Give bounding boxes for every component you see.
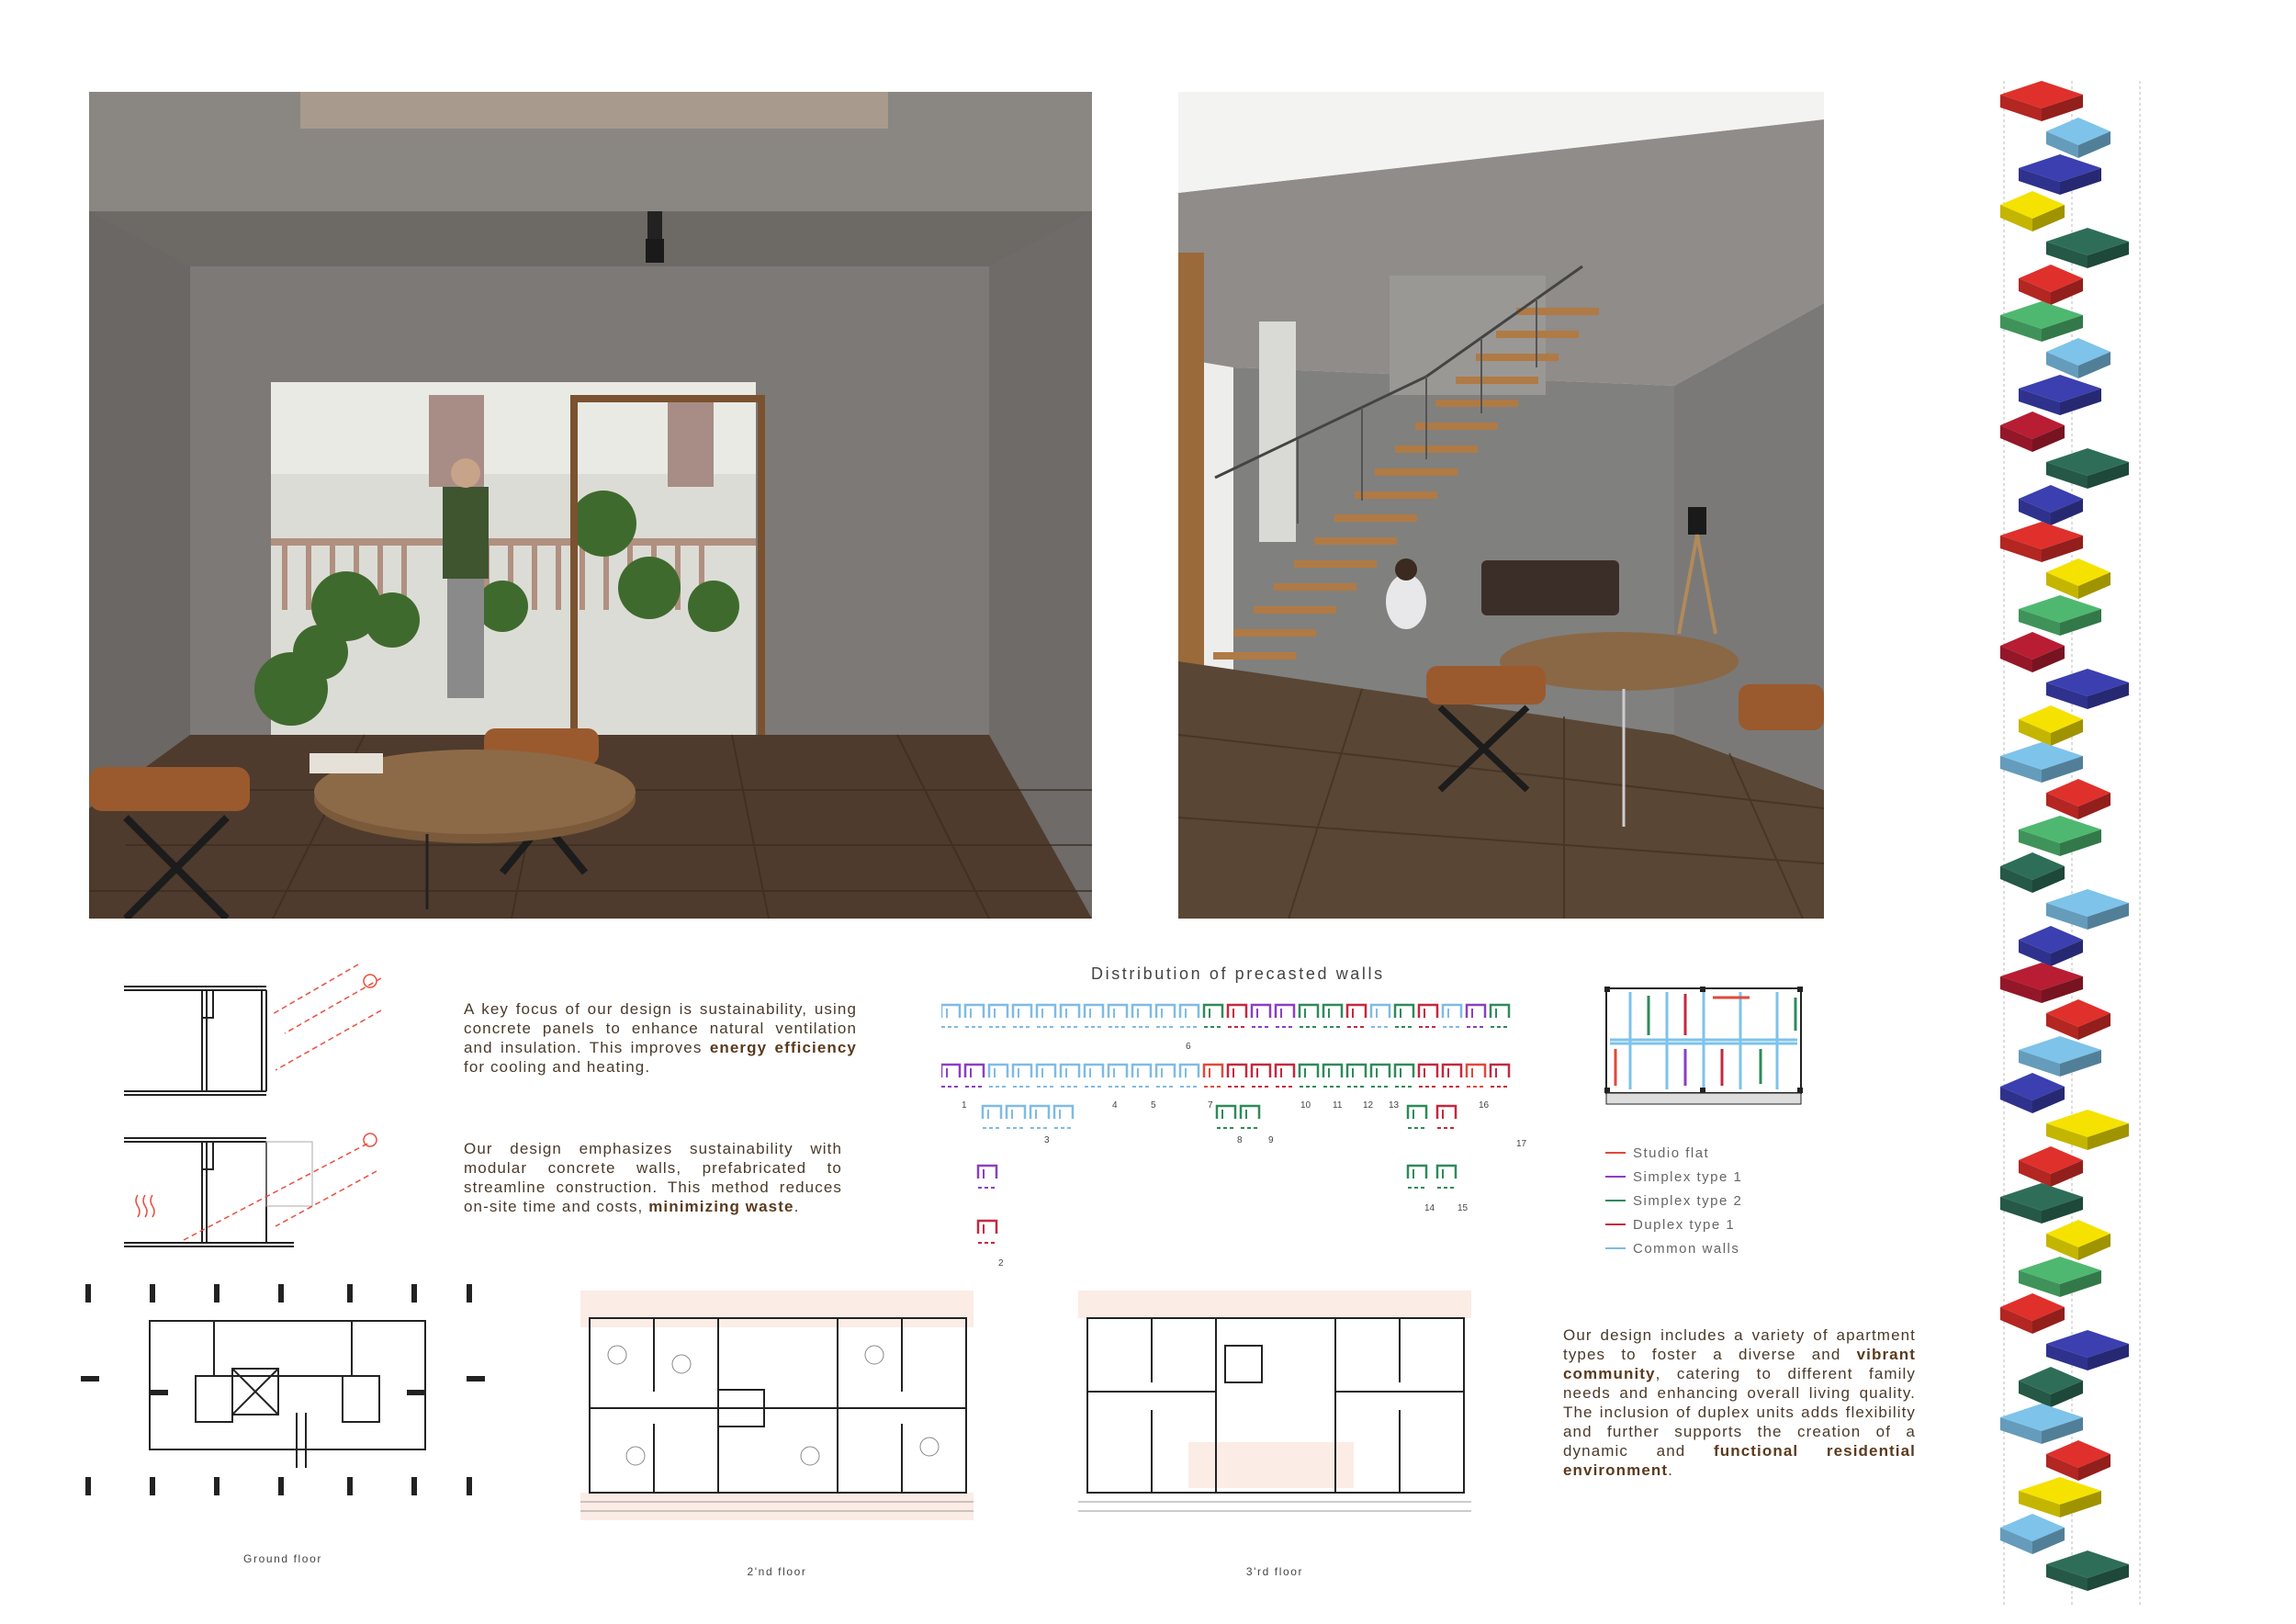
key-plan: [1603, 985, 1805, 1113]
apartment-module: [2000, 191, 2065, 231]
precast-wall-module: [1437, 1106, 1456, 1128]
apartment-module: [2046, 889, 2129, 930]
community-text-end: .: [1668, 1461, 1673, 1479]
heat-icon: [136, 1195, 154, 1217]
apartment-module: [2046, 338, 2110, 378]
apartment-module: [2019, 595, 2101, 636]
precast-wall-module: [1228, 1065, 1246, 1087]
wall-number-7: 7: [1208, 1100, 1213, 1111]
apartment-module: [2019, 154, 2101, 195]
section-detail-insulation: [110, 1116, 404, 1263]
sun-icon: [364, 975, 377, 987]
community-text: Our design includes a variety of apartment types to foster a diverse and: [1563, 1326, 1916, 1363]
wall-number-10: 10: [1300, 1100, 1311, 1111]
section-detail-ventilation: [110, 955, 404, 1102]
precast-wall-module: [1241, 1106, 1259, 1128]
apartment-module: [2000, 852, 2065, 893]
apartment-module: [2046, 669, 2129, 709]
apartment-module: [2046, 1220, 2110, 1260]
precast-wall-module: [1371, 1065, 1390, 1087]
sustainability-highlight: energy efficiency: [709, 1039, 857, 1056]
legend-item-studio: [1605, 1141, 1844, 1165]
precast-wall-module: [1300, 1005, 1318, 1027]
precast-wall-module: [978, 1166, 996, 1188]
wall-number-2: 2: [998, 1258, 1004, 1269]
legend-item-simplex-2: [1605, 1189, 1844, 1212]
precast-wall-module: [1180, 1065, 1199, 1087]
apartment-module: [2046, 448, 2129, 489]
wall-number-14: 14: [1424, 1203, 1435, 1213]
apartment-module: [2046, 1110, 2129, 1150]
wall-number-16: 16: [1479, 1100, 1490, 1111]
wall-number-1: 1: [962, 1100, 967, 1111]
wall-number-11: 11: [1333, 1100, 1343, 1111]
modular-highlight: minimizing waste: [648, 1198, 794, 1215]
precast-wall-module: [1132, 1005, 1151, 1027]
apartment-module: [2000, 1183, 2083, 1224]
precast-wall-module: [941, 1065, 960, 1087]
precast-wall-module: [989, 1065, 1007, 1087]
precast-wall-module: [1408, 1106, 1426, 1128]
wall-number-4: 4: [1112, 1100, 1118, 1111]
precast-wall-module: [1030, 1106, 1049, 1128]
modular-paragraph: [464, 1139, 842, 1216]
legend-item-common: [1605, 1236, 1844, 1260]
apartment-module: [2019, 926, 2083, 966]
precast-wall-module: [1323, 1065, 1342, 1087]
precast-wall-module: [1467, 1065, 1485, 1087]
precast-wall-module: [1437, 1166, 1456, 1188]
modular-text: Our design emphasizes sustainability with modular concrete walls, prefabricated to streamline construction. This method reduces on-site time and costs,: [464, 1140, 842, 1215]
precast-wall-module: [1156, 1005, 1175, 1027]
render-staircase-room: [1178, 92, 1824, 919]
modular-unit-stack: [1991, 81, 2153, 1606]
precast-wall-module: [1061, 1005, 1079, 1027]
precast-wall-module: [1491, 1005, 1509, 1027]
apartment-module: [2000, 632, 2065, 672]
precast-wall-module: [1408, 1166, 1426, 1188]
precast-wall-module: [1395, 1005, 1413, 1027]
precast-wall-module: [1061, 1065, 1079, 1087]
wall-number-5: 5: [1151, 1100, 1156, 1111]
apartment-module: [2019, 485, 2083, 525]
precast-wall-module: [1467, 1005, 1485, 1027]
precast-wall-module: [1156, 1065, 1175, 1087]
apartment-module: [2000, 1073, 2065, 1113]
wall-distribution-diagram: [941, 1001, 1529, 1277]
wall-number-17: 17: [1516, 1139, 1527, 1149]
legend-item-duplex-1: [1605, 1212, 1844, 1236]
apartment-module: [2019, 265, 2083, 305]
apartment-module: [2019, 705, 2083, 746]
apartment-module: [2000, 1293, 2065, 1334]
precast-wall-module: [1395, 1065, 1413, 1087]
apartment-module: [2046, 779, 2110, 819]
apartment-module: [2019, 816, 2101, 856]
plan-third-floor: [1078, 1281, 1471, 1529]
precast-wall-module: [1109, 1005, 1127, 1027]
precast-wall-module: [1228, 1005, 1246, 1027]
wall-number-3: 3: [1044, 1135, 1050, 1145]
apartment-module: [2019, 1477, 2101, 1517]
apartment-module: [2000, 1514, 2065, 1554]
legend-label: Duplex type 1: [1633, 1216, 1736, 1233]
legend-label: Simplex type 2: [1633, 1192, 1743, 1209]
modular-text-end: .: [793, 1198, 800, 1215]
apartment-module: [2046, 228, 2129, 268]
precast-wall-module: [1085, 1065, 1103, 1087]
precast-wall-module: [1132, 1065, 1151, 1087]
precast-wall-module: [1419, 1065, 1437, 1087]
precast-wall-module: [1252, 1065, 1270, 1087]
precast-wall-module: [941, 1005, 960, 1027]
precast-wall-module: [1491, 1065, 1509, 1087]
precast-wall-module: [1252, 1005, 1270, 1027]
apartment-module: [2046, 1551, 2129, 1591]
apartment-module: [2046, 999, 2110, 1040]
precast-wall-module: [978, 1221, 996, 1243]
apartment-module: [2000, 412, 2065, 452]
wall-number-9: 9: [1268, 1135, 1274, 1145]
render-living-room: [89, 92, 1092, 919]
precast-wall-module: [1300, 1065, 1318, 1087]
sustainability-paragraph: [464, 999, 857, 1077]
sustainability-text-end: for cooling and heating.: [464, 1058, 651, 1076]
distribution-title: Distribution of precasted walls: [1091, 964, 1385, 983]
apartment-module: [2019, 375, 2101, 415]
caption-ground-floor: Ground floor: [243, 1552, 322, 1565]
community-text-mid: , catering to different family needs and enhancing overall living quality. The inclusion of duplex units adds flexibility and further supports the creation of a dynamic and: [1563, 1365, 1916, 1460]
community-highlight-1: vibrant community: [1563, 1346, 1916, 1382]
plan-ground-floor: [81, 1284, 485, 1495]
community-paragraph: [1563, 1325, 1916, 1480]
apartment-module: [2000, 742, 2083, 783]
sustainability-text: A key focus of our design is sustainability, using concrete panels to enhance natural ventilation and insulation. This improves: [464, 1000, 857, 1056]
precast-wall-module: [1085, 1005, 1103, 1027]
caption-third-floor: 3'rd floor: [1245, 1565, 1304, 1578]
apartment-module: [2046, 1440, 2110, 1481]
apartment-module: [2000, 81, 2083, 121]
precast-wall-module: [1109, 1065, 1127, 1087]
legend-item-simplex-1: [1605, 1165, 1844, 1189]
precast-wall-module: [1037, 1065, 1055, 1087]
precast-wall-module: [983, 1106, 1001, 1128]
plan-second-floor: [580, 1281, 974, 1529]
legend: [1605, 1141, 1844, 1260]
legend-label: Studio flat: [1633, 1145, 1710, 1161]
precast-wall-module: [1013, 1005, 1031, 1027]
precast-wall-module: [989, 1005, 1007, 1027]
precast-wall-module: [1347, 1065, 1366, 1087]
community-highlight-2: functional residential environment: [1563, 1442, 1917, 1479]
precast-wall-module: [1204, 1065, 1222, 1087]
precast-wall-module: [1276, 1005, 1294, 1027]
precast-wall-module: [1371, 1005, 1390, 1027]
wall-number-8: 8: [1237, 1135, 1243, 1145]
precast-wall-module: [965, 1065, 984, 1087]
precast-wall-module: [1013, 1065, 1031, 1087]
apartment-module: [2019, 1367, 2083, 1407]
apartment-module: [2000, 963, 2083, 1003]
apartment-module: [2000, 1404, 2083, 1444]
apartment-module: [2046, 1330, 2129, 1370]
precast-wall-module: [1180, 1005, 1199, 1027]
precast-wall-module: [1037, 1005, 1055, 1027]
wall-number-6: 6: [1186, 1042, 1191, 1052]
apartment-module: [2000, 522, 2083, 562]
sun-icon: [364, 1133, 377, 1146]
legend-label: Common walls: [1633, 1240, 1740, 1257]
precast-wall-module: [1443, 1065, 1461, 1087]
legend-label: Simplex type 1: [1633, 1168, 1743, 1185]
wall-number-12: 12: [1363, 1100, 1374, 1111]
precast-wall-module: [1054, 1106, 1073, 1128]
apartment-module: [2019, 1146, 2083, 1187]
precast-wall-module: [1007, 1106, 1025, 1128]
apartment-module: [2019, 1257, 2101, 1297]
precast-wall-module: [1204, 1005, 1222, 1027]
apartment-module: [2019, 1036, 2101, 1077]
precast-wall-module: [1419, 1005, 1437, 1027]
precast-wall-module: [1276, 1065, 1294, 1087]
apartment-module: [2046, 558, 2110, 599]
wall-number-15: 15: [1458, 1203, 1469, 1213]
precast-wall-module: [1217, 1106, 1235, 1128]
wall-number-13: 13: [1389, 1100, 1400, 1111]
precast-wall-module: [1347, 1005, 1366, 1027]
apartment-module: [2046, 118, 2110, 158]
apartment-module: [2000, 301, 2083, 342]
precast-wall-module: [1323, 1005, 1342, 1027]
precast-wall-module: [1443, 1005, 1461, 1027]
precast-wall-module: [965, 1005, 984, 1027]
caption-second-floor: 2'nd floor: [747, 1565, 807, 1578]
